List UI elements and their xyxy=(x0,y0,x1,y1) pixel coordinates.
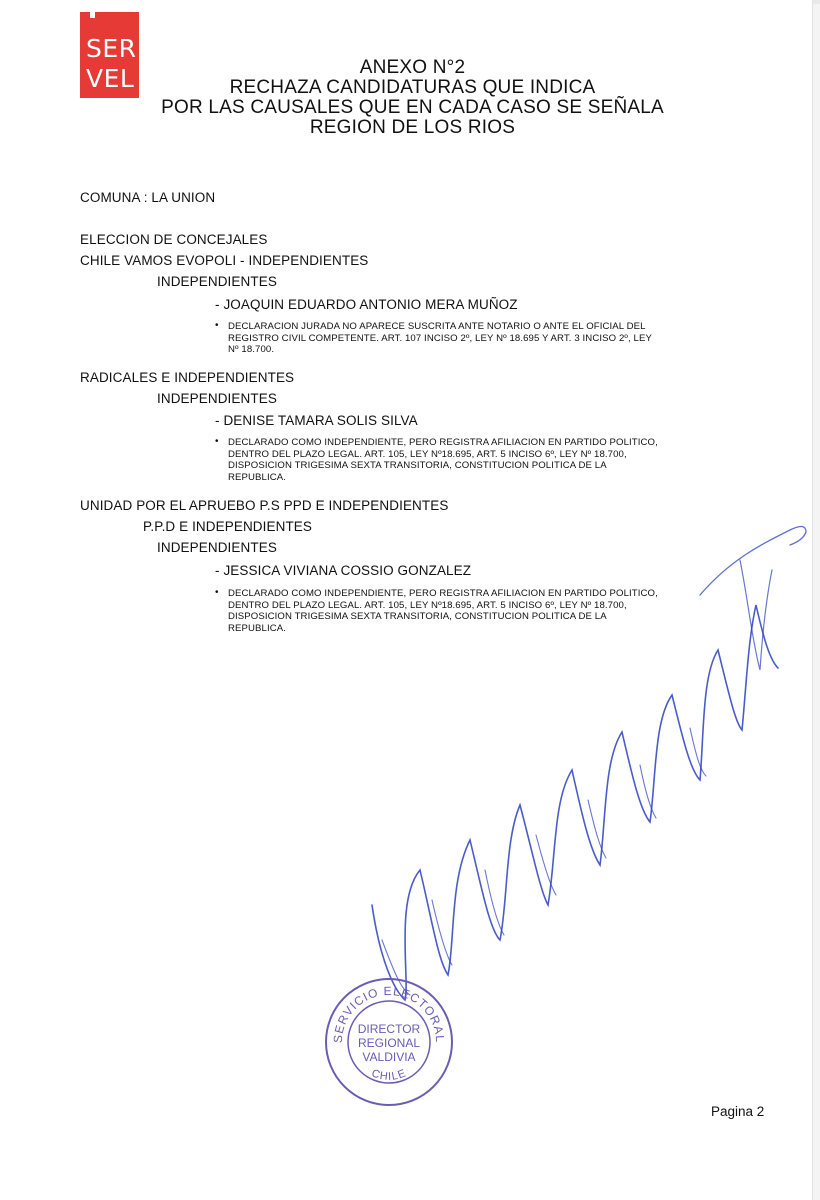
page-number: Pagina 2 xyxy=(711,1104,765,1119)
pact-name: RADICALES E INDEPENDIENTES xyxy=(80,370,295,385)
subpact-name: P.P.D E INDEPENDIENTES xyxy=(143,519,313,534)
rejection-reason: DECLARADO COMO INDEPENDIENTE, PERO REGISTRA AFILIACION EN PARTIDO POLITICO, DENTRO DEL PLAZO LEGAL. ART. 105, LEY Nº18.695, ART. 5 INCISO 6º, LEY Nº 18.700, DISPOSICION TRIGESIMA SEXTA TRANSITORIA, CONSTITUCION POLITICA DE LA REPUBLICA. xyxy=(228,437,658,483)
candidate-category: INDEPENDIENTES xyxy=(157,540,277,555)
election-type: ELECCION DE CONCEJALES xyxy=(80,232,268,247)
stamp-line-regional: REGIONAL xyxy=(357,1036,421,1050)
bullet-icon: • xyxy=(215,587,219,598)
logo-text-ser: SER xyxy=(86,34,137,63)
official-stamp xyxy=(322,975,456,1109)
candidate-name: - JESSICA VIVIANA COSSIO GONZALEZ xyxy=(215,563,472,578)
stamp-ring-top-text: SERVICIO ELECTORAL xyxy=(330,983,448,1044)
pact-name: UNIDAD POR EL APRUEBO P.S PPD E INDEPENDIENTES xyxy=(80,498,449,513)
logo-mark xyxy=(90,12,95,18)
document-title xyxy=(100,58,725,138)
candidate-category: INDEPENDIENTES xyxy=(157,391,277,406)
pact-name: CHILE VAMOS EVOPOLI - INDEPENDIENTES xyxy=(80,253,369,268)
stamp-ring-bottom-text: CHILE xyxy=(369,1067,409,1084)
bullet-icon: • xyxy=(215,320,219,331)
logo-text-vel: VEL xyxy=(86,64,135,93)
candidate-name: - DENISE TAMARA SOLIS SILVA xyxy=(215,413,418,428)
rejection-reason: DECLARADO COMO INDEPENDIENTE, PERO REGISTRA AFILIACION EN PARTIDO POLITICO, DENTRO DEL PLAZO LEGAL. ART. 105, LEY Nº18.695, ART. 5 INCISO 6º, LEY Nº 18.700, DISPOSICION TRIGESIMA SEXTA TRANSITORIA, CONSTITUCION POLITICA DE LA REPUBLICA. xyxy=(228,588,658,634)
title-line-4: REGION DE LOS RIOS xyxy=(309,117,516,138)
title-line-1: ANEXO N°2 xyxy=(359,57,466,78)
bullet-icon: • xyxy=(215,436,219,447)
stamp-line-director: DIRECTOR xyxy=(357,1022,421,1036)
comuna-label: COMUNA : LA UNION xyxy=(80,190,216,205)
title-line-3: POR LAS CAUSALES QUE EN CADA CASO SE SEÑALA xyxy=(161,97,664,118)
candidate-name: - JOAQUIN EDUARDO ANTONIO MERA MUÑOZ xyxy=(215,297,518,312)
stamp-line-city: VALDIVIA xyxy=(362,1050,416,1064)
title-line-2: RECHAZA CANDIDATURAS QUE INDICA xyxy=(229,77,596,98)
rejection-reason: DECLARACION JURADA NO APARECE SUSCRITA ANTE NOTARIO O ANTE EL OFICIAL DEL REGISTRO CIVIL COMPETENTE. ART. 107 INCISO 2º, LEY Nº 18.695 Y ART. 3 INCISO 2º, LEY Nº 18.700. xyxy=(228,321,652,355)
candidate-category: INDEPENDIENTES xyxy=(157,274,277,289)
